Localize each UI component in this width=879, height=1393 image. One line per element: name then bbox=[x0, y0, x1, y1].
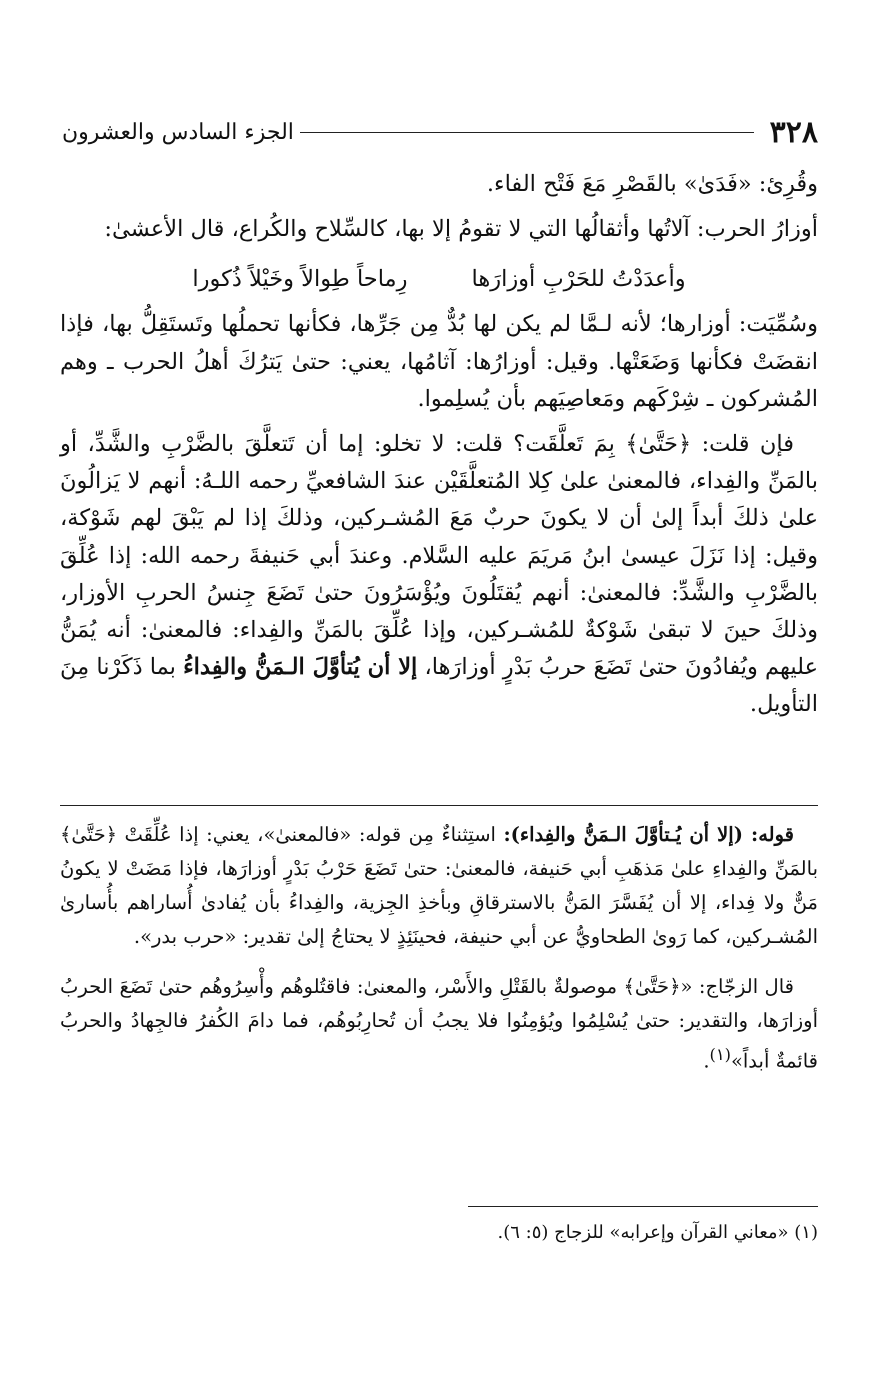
main-paragraph-4-end: بما ذَكَرْنا مِنَ التأويل. bbox=[60, 654, 818, 718]
commentary-lemma: قوله: (إلا أن يُـتأوَّلَ الـمَنُّ والفِداء): bbox=[503, 823, 794, 846]
main-text bbox=[60, 166, 818, 732]
header-rule bbox=[300, 132, 754, 133]
commentary-text bbox=[60, 818, 818, 1095]
main-paragraph-3: وسُمِّيَت: أوزارها؛ لأنه لـمَّا لم يكن لها بُدٌّ مِن جَرِّها، فكأنها تحملُها وتَستَقِلُّ بها، فإذا انقضَتْ فكأنها وَضَعَتْها. وقيل: أوزارُها: آثامُها، يعني: حتىٰ يَترُكَ أهلُ الحرب ـ وهم المُشركون ـ شِرْكَهم ومَعاصِيَهم بأن يُسلِموا. bbox=[60, 311, 818, 412]
section-divider bbox=[60, 805, 818, 806]
verse-second-hemistich: رِماحاً طِوالاً وخَيْلاً ذُكورا bbox=[192, 266, 408, 293]
page-number: ٣٢٨ bbox=[769, 114, 818, 150]
running-title: الجزء السادس والعشرون bbox=[62, 119, 294, 145]
footnote: (١) «معاني القرآن وإعرابه» للزجاج (٥: ٦). bbox=[497, 1222, 818, 1243]
main-paragraph-4-start: فإن قلت: ﴿حَتَّىٰ﴾ بِمَ تَعلَّقَت؟ قلت: لا تخلو: إما أن تَتعلَّقَ بالضَّرْبِ والشَّدِّ، أو بالمَنِّ والفِداء، فالمعنىٰ علىٰ كِلا المُتعلَّقَيْن عندَ الشافعيِّ رحمه اللـهُ: أنهم لا يَزالُونَ علىٰ ذلكَ أبداً إلىٰ أن لا يكونَ حربٌ مَعَ المُشـركين، وذلكَ إذا لم يَبْقَ لهم شَوْكة، وقيل: إذا نَزَلَ عيسىٰ ابنُ مَريَمَ عليه السَّلام. وعندَ أبي حَنيفةَ رحمه الله: إذا عُلِّقَ بالضَّرْبِ والشَّدِّ: فالمعنىٰ: أنهم يُقتَلُونَ ويُؤْسَرُونَ حتىٰ تَضَعَ جِنسُ الحربِ الأوزار، وذلكَ حينَ لا تبقىٰ شَوْكةٌ للمُشـركين، وإذا عُلِّقَ بالمَنِّ والفِداء: فالمعنىٰ: أنه يُمَنُّ عليهم ويُفادُونَ حتىٰ تَضَعَ حربُ بَدْرٍ أوزارَها، bbox=[60, 431, 819, 681]
footnote-divider bbox=[468, 1206, 818, 1207]
commentary-paragraph-2-body: قال الزجّاج: «﴿حَتَّىٰ﴾ موصولةٌ بالقَتْلِ والأَسْر، والمعنىٰ: فاقتُلوهُم وأْسِرُوهُم حتىٰ تَضَعَ الحربُ أوزارَها، والتقدير: حتىٰ يُسْلِمُوا ويُؤمِنُوا فلا يجبُ أن تُحارِبُوهُم، فما دامَ الكُفرُ فالجِهادُ والحربُ قائمةٌ أبداً» bbox=[60, 975, 818, 1073]
main-paragraph-2: أوزارُ الحرب: آلاتُها وأثقالُها التي لا تقومُ إلا بها، كالسِّلاح والكُراع، قال الأعشىٰ: bbox=[104, 216, 818, 243]
commentary-paragraph-2: قال الزجّاج: «﴿حَتَّىٰ﴾ موصولةٌ بالقَتْلِ والأَسْر، والمعنىٰ: فاقتُلوهُم وأْسِرُوهُم حتىٰ تَضَعَ الحربُ أوزارَها، والتقدير: حتىٰ يُسْلِمُوا ويُؤمِنُوا فلا يجبُ أن تُحارِبُوهُم، فما دامَ الكُفرُ فالجِهادُ والحربُ قائمةٌ أبداً»$^{(١)}$. bbox=[60, 975, 818, 1073]
poetry-verse bbox=[60, 256, 818, 302]
verse-first-hemistich: وأعدَدْتُ للحَرْبِ أوزارَها bbox=[471, 266, 686, 293]
commentary-paragraph-1 bbox=[60, 818, 818, 954]
footnote-reference: (١) bbox=[709, 1045, 731, 1064]
commentary-paragraph-1-body: استِثناءٌ مِن قوله: «فالمعنىٰ»، يعني: إذا عُلِّقَتْ ﴿حَتَّىٰ﴾ بالمَنِّ والفِداءِ علىٰ مَذهَبِ أبي حَنيفة، فالمعنىٰ: حتىٰ تَضَعَ حَرْبُ بَدْرٍ أوزارَها، فإذا مَضَتْ لا يكونُ مَنٌّ ولا فِداء، إلا أن يُفَسَّرَ المَنُّ بالاسترقاقِ وبأخذِ الجِزية، والفِداءُ بأن يُفادىٰ أُساراهم بأُسارىٰ المُشـركين، كما رَوىٰ الطحاويُّ عن أبي حنيفة، فحينَئِذٍ لا يحتاجُ إلىٰ تقدير: «حرب بدر». bbox=[60, 823, 818, 948]
main-paragraph-4 bbox=[60, 426, 818, 724]
main-paragraph-4-bold: إلا أن يُتأوَّلَ الـمَنُّ والفِداءُ bbox=[183, 654, 418, 681]
main-paragraph-1: وقُرِئ: «فَدَىٰ» بالقَصْرِ مَعَ فَتْح الفاء. bbox=[486, 171, 818, 197]
page-header bbox=[62, 112, 818, 152]
